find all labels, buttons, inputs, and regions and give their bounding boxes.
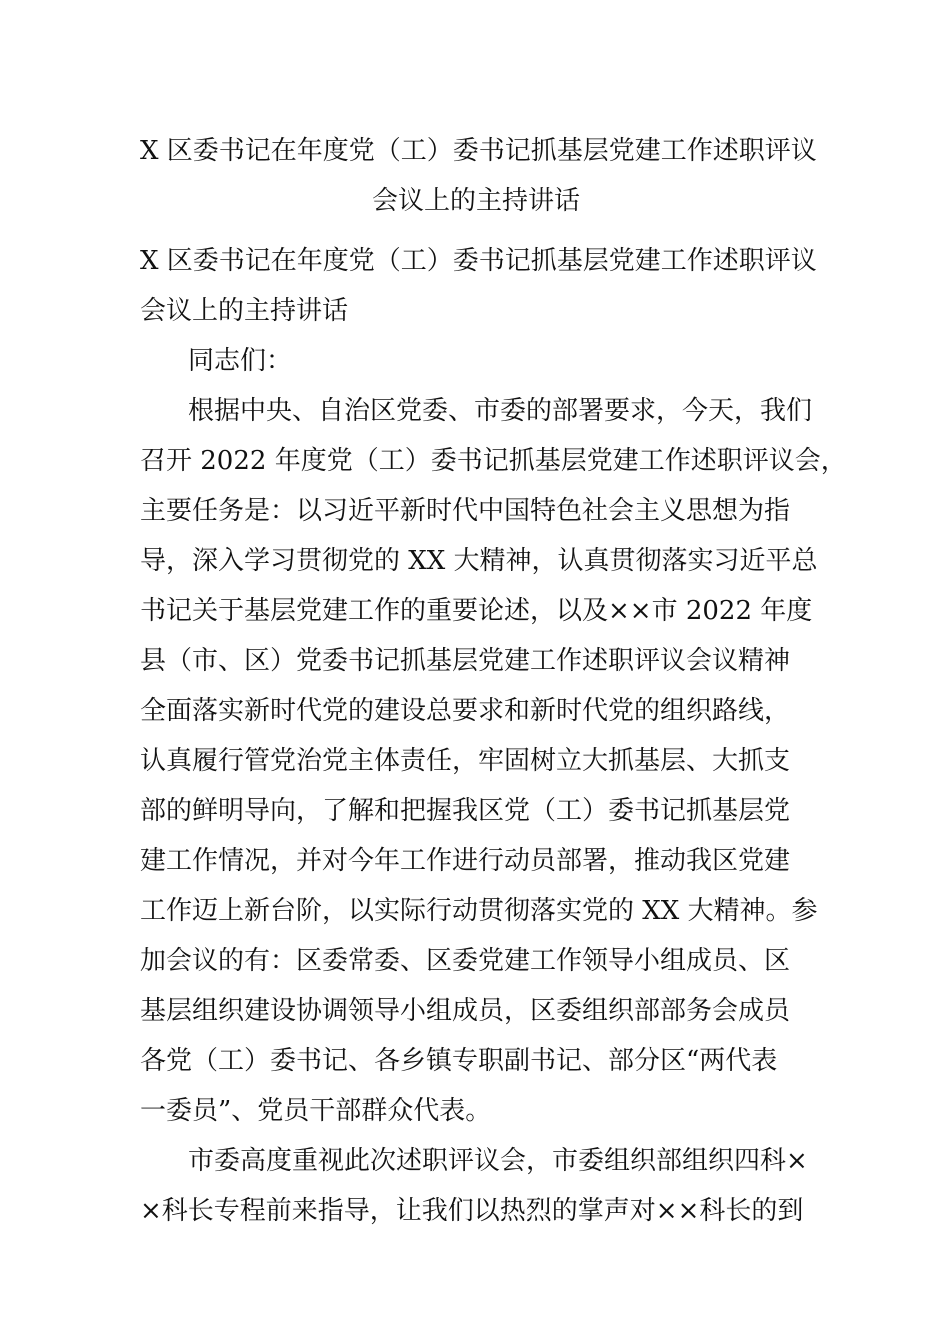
paragraph-line: 基层组织建设协调领导小组成员，区委组织部部务会成员 — [140, 996, 791, 1026]
paragraph-line: 工作迈上新台阶，以实际行动贯彻落实党的 XX 大精神。参 — [140, 896, 818, 926]
paragraph-line: ×科长专程前来指导，让我们以热烈的掌声对××科长的到 — [140, 1196, 804, 1226]
body-heading-line-2: 会议上的主持讲话 — [140, 296, 349, 326]
document-title — [140, 126, 817, 226]
paragraph-line: 主要任务是：以习近平新时代中国特色社会主义思想为指 — [140, 496, 791, 526]
paragraph-line: 部的鲜明导向，了解和把握我区党（工）委书记抓基层党 — [140, 796, 791, 826]
paragraph-line: 认真履行管党治党主体责任，牢固树立大抓基层、大抓支 — [140, 746, 791, 776]
paragraph-line: 根据中央、自治区党委、市委的部署要求，今天，我们 — [188, 396, 813, 426]
paragraph-line: 召开 2022 年度党（工）委书记抓基层党建工作述职评议会， — [140, 446, 847, 476]
paragraph-line: 一委员”、党员干部群众代表。 — [140, 1096, 492, 1126]
paragraph-line: 全面落实新时代党的建设总要求和新时代党的组织路线， — [140, 696, 791, 726]
paragraph-line: 市委高度重视此次述职评议会，市委组织部组织四科× — [188, 1146, 808, 1176]
paragraph-line: 各党（工）委书记、各乡镇专职副书记、部分区“两代表 — [140, 1046, 778, 1076]
paragraph-line: 导，深入学习贯彻党的 XX 大精神，认真贯彻落实习近平总 — [140, 546, 818, 576]
paragraph-line: 建工作情况，并对今年工作进行动员部署，推动我区党建 — [140, 846, 791, 876]
paragraph-line: 县（市、区）党委书记抓基层党建工作述职评议会议精神 — [140, 646, 791, 676]
document-body — [140, 236, 847, 1236]
body-heading-line-1: X 区委书记在年度党（工）委书记抓基层党建工作述职评议 — [140, 246, 817, 276]
title-line-1: X 区委书记在年度党（工）委书记抓基层党建工作述职评议 — [140, 136, 817, 166]
title-line-2: 会议上的主持讲话 — [371, 186, 580, 216]
paragraph-line: 加会议的有：区委常委、区委党建工作领导小组成员、区 — [140, 946, 791, 976]
salutation: 同志们： — [188, 346, 293, 376]
paragraph-line: 书记关于基层党建工作的重要论述，以及××市 2022 年度 — [140, 596, 813, 626]
